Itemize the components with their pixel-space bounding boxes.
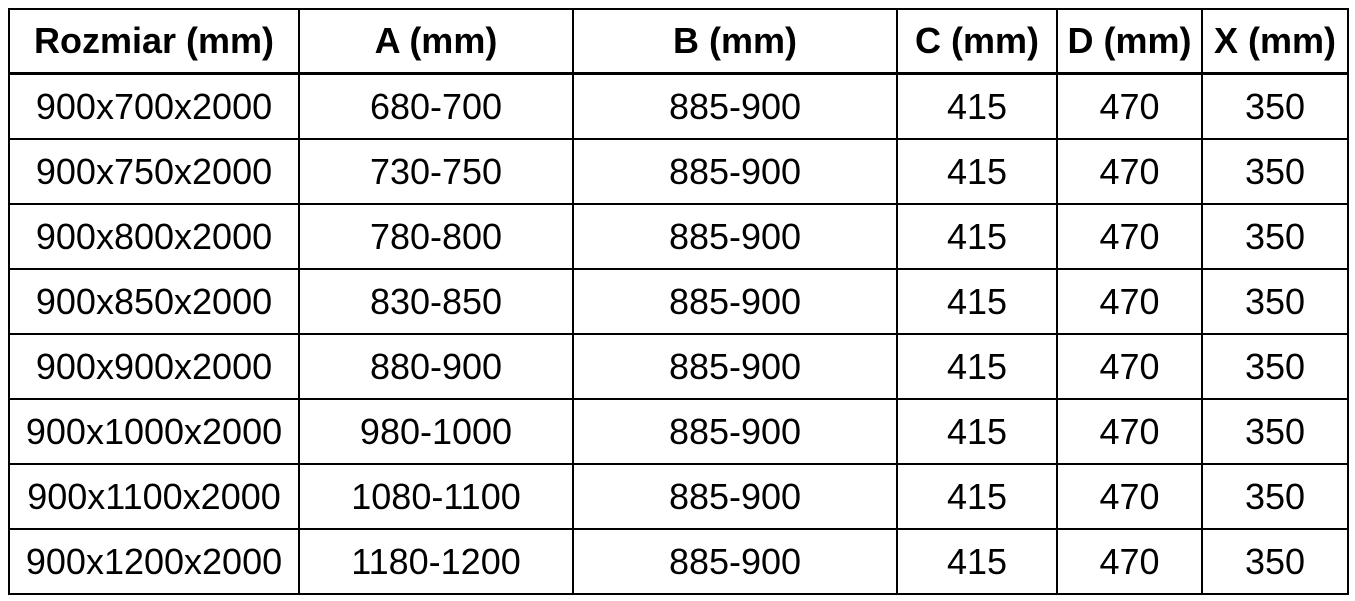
column-header-rozmiar: Rozmiar (mm) xyxy=(9,9,299,74)
table-row xyxy=(9,529,1348,594)
table-cell: 415 xyxy=(897,529,1057,594)
table-cell: 885-900 xyxy=(573,139,897,204)
table-cell: 350 xyxy=(1202,399,1348,464)
table-cell: 1080-1100 xyxy=(299,464,573,529)
table-cell: 415 xyxy=(897,204,1057,269)
table-cell: 900x800x2000 xyxy=(9,204,299,269)
column-header-a: A (mm) xyxy=(299,9,573,74)
table-cell: 830-850 xyxy=(299,269,573,334)
table-cell: 415 xyxy=(897,269,1057,334)
table-cell: 350 xyxy=(1202,464,1348,529)
table-row xyxy=(9,399,1348,464)
table-header xyxy=(9,9,1348,74)
table-row xyxy=(9,74,1348,140)
column-header-c: C (mm) xyxy=(897,9,1057,74)
table-body xyxy=(9,74,1348,595)
table-cell: 415 xyxy=(897,139,1057,204)
table-cell: 415 xyxy=(897,334,1057,399)
table-cell: 980-1000 xyxy=(299,399,573,464)
size-spec-table xyxy=(8,8,1349,595)
table-cell: 415 xyxy=(897,464,1057,529)
table-cell: 900x1000x2000 xyxy=(9,399,299,464)
table-cell: 350 xyxy=(1202,529,1348,594)
table-cell: 885-900 xyxy=(573,74,897,140)
table-cell: 900x900x2000 xyxy=(9,334,299,399)
table-cell: 1180-1200 xyxy=(299,529,573,594)
table-cell: 415 xyxy=(897,74,1057,140)
table-cell: 880-900 xyxy=(299,334,573,399)
table-cell: 470 xyxy=(1057,74,1202,140)
table-cell: 885-900 xyxy=(573,399,897,464)
table-cell: 350 xyxy=(1202,74,1348,140)
column-header-b: B (mm) xyxy=(573,9,897,74)
table-cell: 350 xyxy=(1202,334,1348,399)
table-row xyxy=(9,464,1348,529)
table-cell: 885-900 xyxy=(573,464,897,529)
table-cell: 900x850x2000 xyxy=(9,269,299,334)
table-cell: 470 xyxy=(1057,399,1202,464)
table-cell: 350 xyxy=(1202,139,1348,204)
table-row xyxy=(9,334,1348,399)
header-row xyxy=(9,9,1348,74)
column-header-d: D (mm) xyxy=(1057,9,1202,74)
table-cell: 885-900 xyxy=(573,204,897,269)
table-cell: 885-900 xyxy=(573,334,897,399)
table-row xyxy=(9,204,1348,269)
table-cell: 350 xyxy=(1202,204,1348,269)
table-cell: 900x750x2000 xyxy=(9,139,299,204)
table-cell: 415 xyxy=(897,399,1057,464)
table-cell: 885-900 xyxy=(573,529,897,594)
table-cell: 730-750 xyxy=(299,139,573,204)
table-cell: 680-700 xyxy=(299,74,573,140)
table-cell: 885-900 xyxy=(573,269,897,334)
table-cell: 470 xyxy=(1057,204,1202,269)
table-cell: 900x1200x2000 xyxy=(9,529,299,594)
table-cell: 900x700x2000 xyxy=(9,74,299,140)
column-header-x: X (mm) xyxy=(1202,9,1348,74)
table-cell: 900x1100x2000 xyxy=(9,464,299,529)
table-cell: 470 xyxy=(1057,334,1202,399)
table-cell: 780-800 xyxy=(299,204,573,269)
table-cell: 470 xyxy=(1057,269,1202,334)
table-cell: 470 xyxy=(1057,529,1202,594)
table-cell: 350 xyxy=(1202,269,1348,334)
table-row xyxy=(9,139,1348,204)
table-cell: 470 xyxy=(1057,139,1202,204)
table-row xyxy=(9,269,1348,334)
table-cell: 470 xyxy=(1057,464,1202,529)
